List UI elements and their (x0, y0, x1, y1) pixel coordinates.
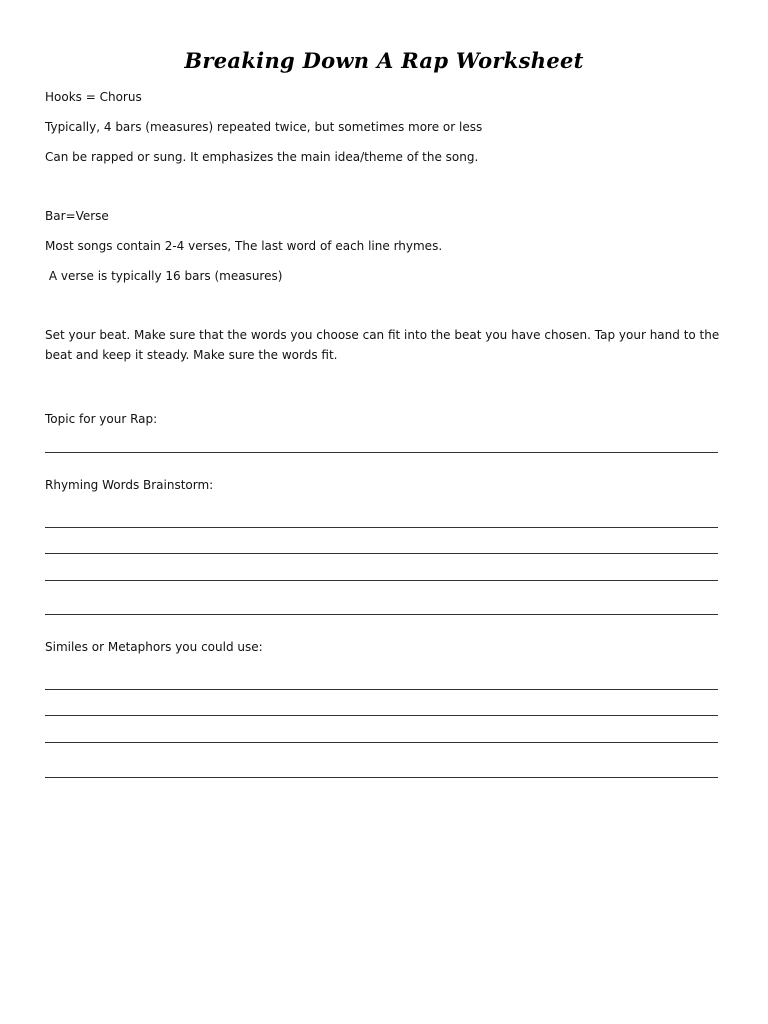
rhyming-prompt: Rhyming Words Brainstorm: (45, 478, 214, 492)
hooks-heading: Hooks = Chorus (45, 90, 142, 104)
hooks-line-2: Can be rapped or sung. It emphasizes the main idea/theme of the song. (45, 150, 479, 164)
similes-answer-line-1[interactable] (45, 689, 718, 690)
rhyming-answer-line-3[interactable] (45, 580, 718, 581)
similes-answer-line-2[interactable] (45, 715, 718, 716)
topic-prompt: Topic for your Rap: (45, 412, 158, 426)
verse-line-1: Most songs contain 2-4 verses, The last word of each line rhymes. (45, 239, 443, 253)
verse-line-2: A verse is typically 16 bars (measures) (45, 269, 283, 283)
hooks-line-1: Typically, 4 bars (measures) repeated twice, but sometimes more or less (45, 120, 483, 134)
similes-answer-line-3[interactable] (45, 742, 718, 743)
verse-heading: Bar=Verse (45, 209, 109, 223)
similes-answer-line-4[interactable] (45, 777, 718, 778)
similes-prompt: Similes or Metaphors you could use: (45, 640, 263, 654)
rhyming-answer-line-2[interactable] (45, 553, 718, 554)
beat-instructions: Set your beat. Make sure that the words you choose can fit into the beat you have chosen. Tap your hand to the beat and keep it steady. Make sure the words fit. (45, 328, 720, 362)
topic-answer-line[interactable] (45, 452, 718, 453)
worksheet-title: Breaking Down A Rap Worksheet (184, 48, 584, 73)
rhyming-answer-line-1[interactable] (45, 527, 718, 528)
rhyming-answer-line-4[interactable] (45, 614, 718, 615)
